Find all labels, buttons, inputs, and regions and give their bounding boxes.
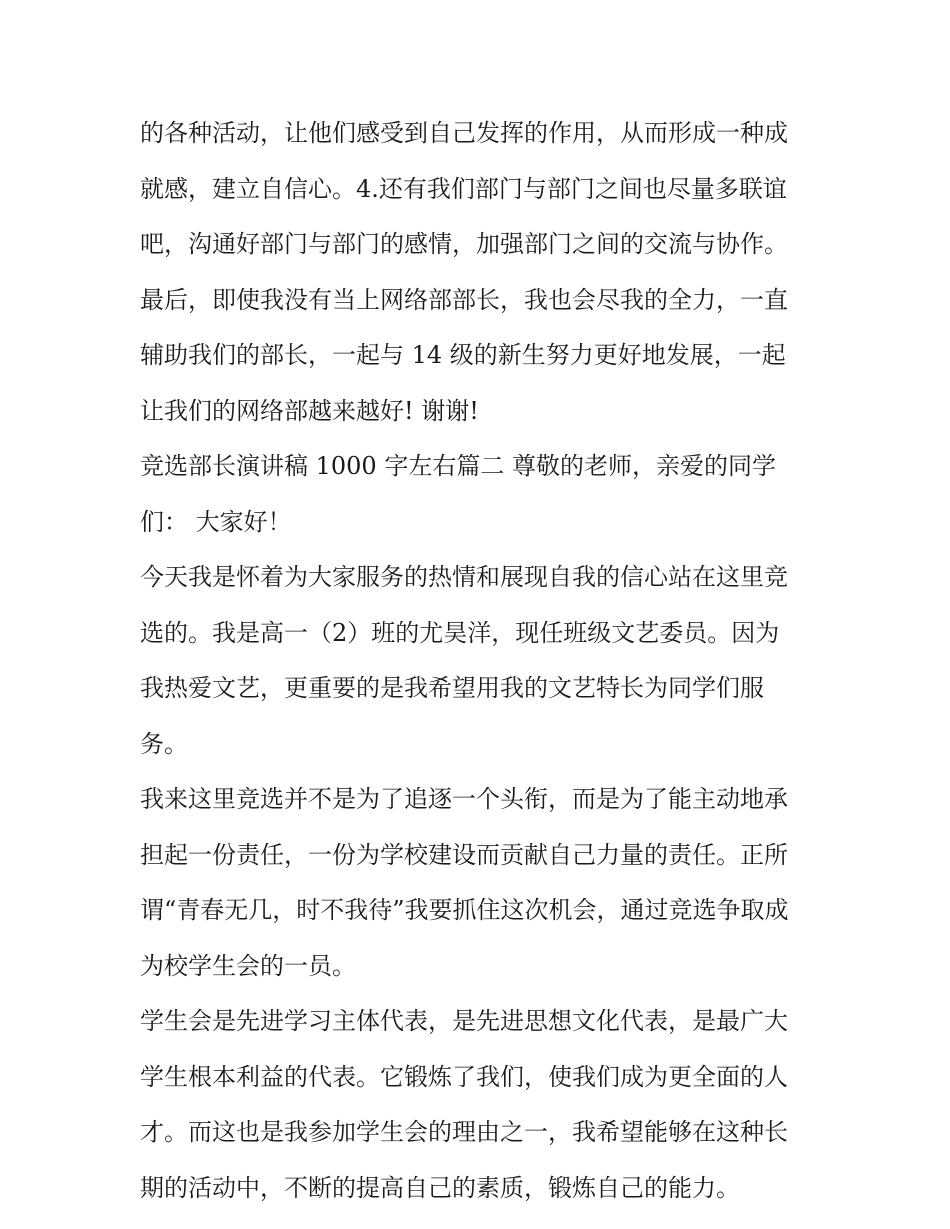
text-line: 才。而这也是我参加学生会的理由之一，我希望能够在这种长 — [140, 1118, 788, 1146]
text-line: 学生根本利益的代表。它锻炼了我们，使我们成为更全面的人 — [140, 1062, 788, 1091]
text-line: 今天我是怀着为大家服务的热情和展现自我的信心站在这里竞 — [140, 563, 788, 591]
text-line: 最后，即使我没有当上网络部部长，我也会尽我的全力，一直 — [140, 285, 788, 314]
text-line: 辅助我们的部长，一起与 14 级的新生努力更好地发展，一起 — [140, 341, 786, 369]
text-line: 就感，建立自信心。4.还有我们部门与部门之间也尽量多联谊 — [140, 174, 787, 203]
text-line: 务。 — [140, 729, 188, 758]
text-line: 我热爱文艺，更重要的是我希望用我的文艺特长为同学们服 — [140, 674, 764, 702]
text-line: 选的。我是高一（2）班的尤昊洋，现任班级文艺委员。因为 — [140, 618, 780, 647]
text-line: 让我们的网络部越来越好! 谢谢! — [140, 396, 479, 425]
text-line: 我来这里竞选并不是为了追逐一个头衔，而是为了能主动地承 — [140, 785, 788, 813]
text-line: 的各种活动，让他们感受到自己发挥的作用，从而形成一种成 — [140, 119, 788, 147]
text-line: 担起一份责任，一份为学校建设而贡献自己力量的责任。正所 — [140, 840, 788, 869]
text-line: 为校学生会的一员。 — [140, 951, 356, 980]
text-line: 吧，沟通好部门与部门的感情，加强部门之间的交流与协作。 — [140, 230, 788, 258]
text-line: 期的活动中，不断的提高自己的素质，锻炼自己的能力。 — [140, 1173, 740, 1202]
text-line: 竞选部长演讲稿 1000 字左右篇二 尊敬的老师，亲爱的同学 — [140, 452, 776, 480]
document-page — [140, 106, 830, 1216]
text-line: 们： 大家好！ — [140, 507, 292, 536]
text-line: 学生会是先进学习主体代表，是先进思想文化代表，是最广大 — [140, 1007, 788, 1035]
text-line: 谓“青春无几，时不我待”我要抓住这次机会，通过竞选争取成 — [140, 896, 789, 924]
